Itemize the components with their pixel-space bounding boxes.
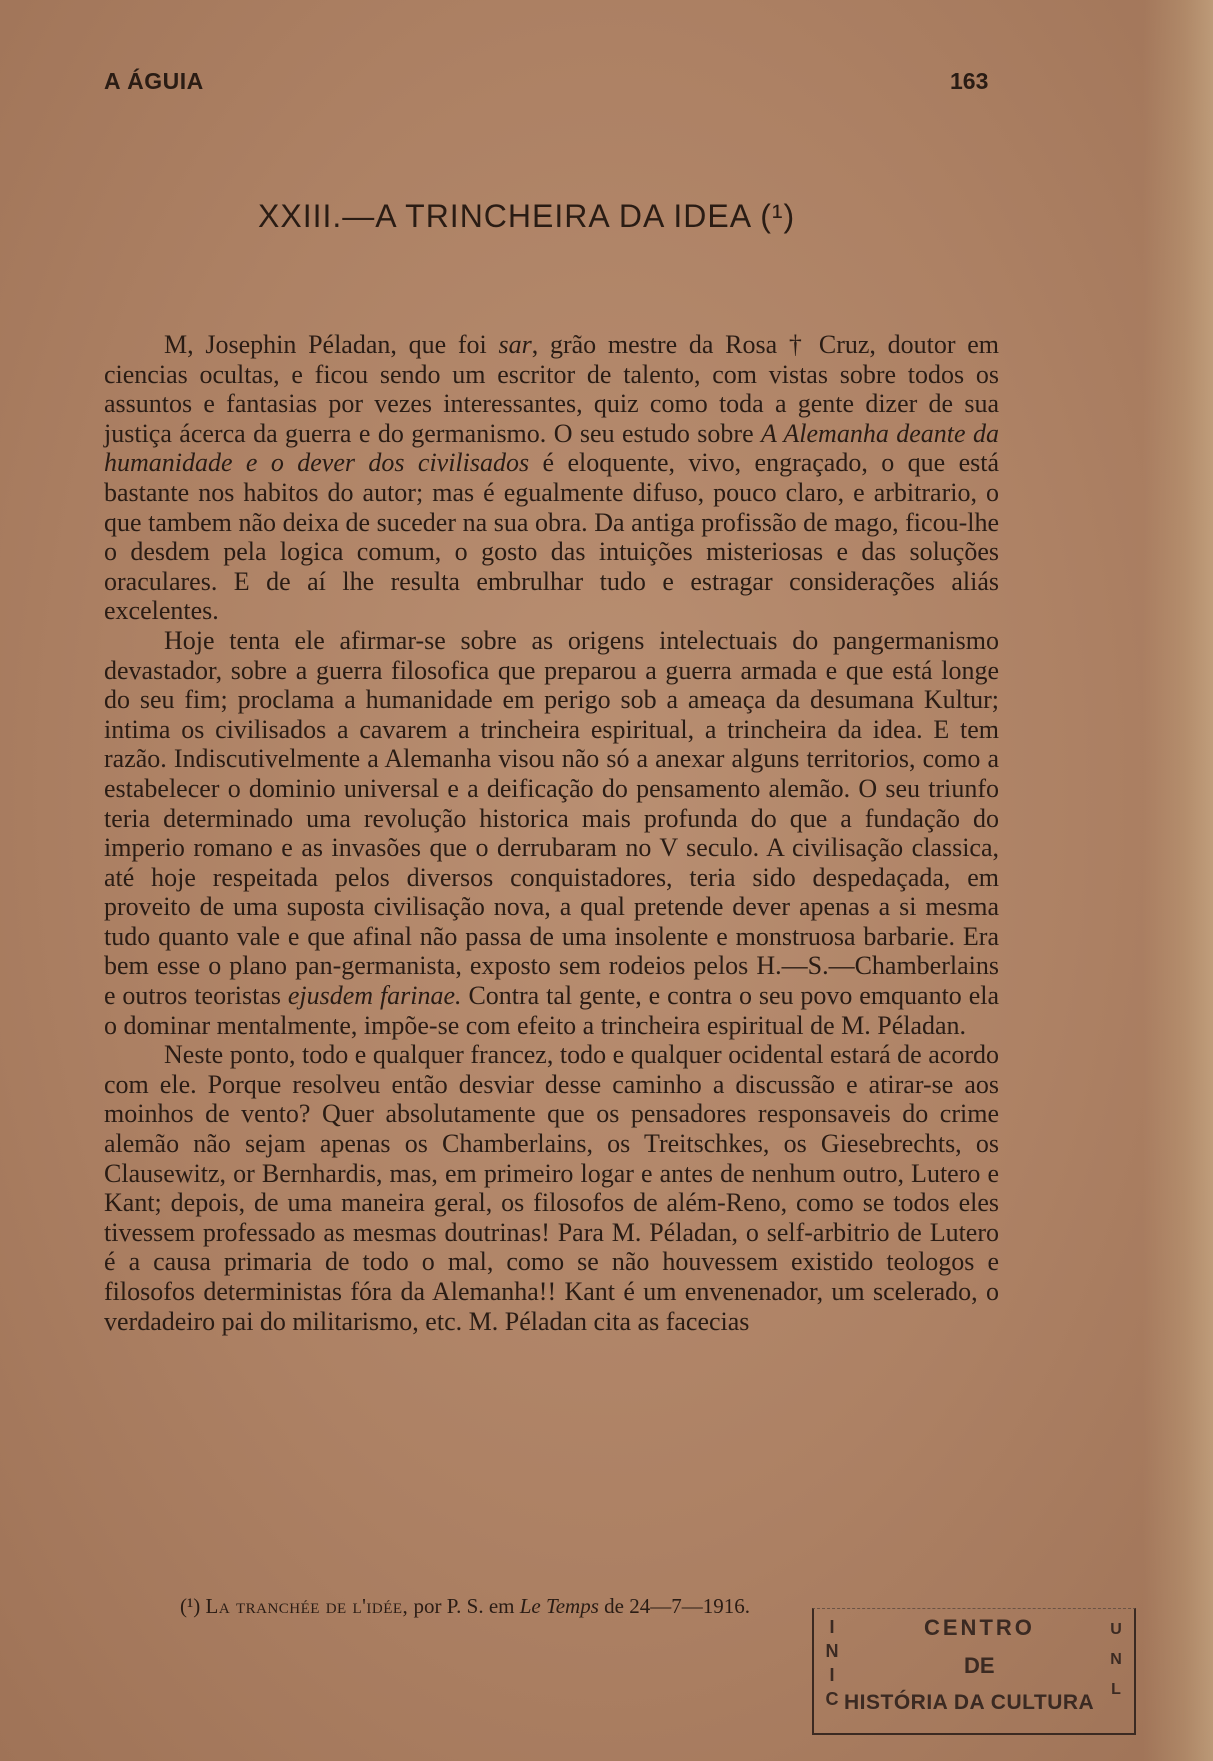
text-run: Neste ponto, todo e qualquer francez, todo e qualquer ocidental estará de acordo com ele. Porque resolveu então desviar desse caminho a discussão e atirar-se aos moinhos de vento? Quer absolutamente que os pensadores responsaveis do crime alemão não sejam apenas os Chamberlains, os Treitschkes, os Giesebrechts, os Clausewitz, or Bernhardis, mas, em primeiro logar e antes de nenhum outro, Lutero e Kant; depois, de uma maneira geral, os filosofos de além-Reno, como se todos eles tivessem professado as mesmas doutrinas! Para M. Péladan, o self-arbitrio de Lutero é a causa primaria de todo o mal, como se não houvessem existido teologos e filosofos deterministas fóra da Alemanha!! Kant é um envenenador, um scelerado, o verdadeiro pai do militarismo, etc. M. Péladan cita as facecias: [104, 1040, 999, 1336]
library-stamp: [812, 1608, 1136, 1735]
stamp-line-historia: HISTÓRIA DA CULTURA: [844, 1691, 1095, 1714]
footnote-marker: (¹): [180, 1594, 201, 1618]
footnote: [180, 1594, 750, 1619]
paragraph: [104, 1040, 999, 1336]
text-run: M, Josephin Péladan, que foi: [164, 330, 499, 359]
text-run: Hoje tenta ele afirmar-se sobre as origens intelectuais do pangermanismo devastador, sobre a guerra filosofica que preparou a guerra armada e que está longe do seu fim; proclama a humanidade em perigo sob a ameaça da desumana Kultur; intima os civilisados a cavarem a trincheira espiritual, a trincheira da idea. E tem razão. Indiscutivelmente a Alemanha visou não só a anexar alguns territorios, como a estabelecer o dominio universal e a deificação do pensamento alemão. O seu triunfo teria determinado uma revolução historica mais profunda do que a fundação do imperio romano e as invasões que o derrubaram no V seculo. A civilisação classica, até hoje respeitada pelos diversos conquistadores, teria sido despedaçada, em proveito de uma suposta civilisação nova, a qual pretende dever apenas a si mesma tudo quanto vale e que afinal não passa de uma insolente e monstruosa barbarie. Era bem esse o plano pan-germanista, exposto sem rodeios pelos H.—S.—Chamberlains e outros teoristas: [104, 625, 999, 1011]
paragraph: [104, 626, 999, 1040]
italic-text: A Alemanha deante da humanidade e o dever dos civilisados: [104, 418, 999, 478]
text-run: , grão mestre da Rosa † Cruz, doutor em ciencias ocultas, e ficou sendo um escritor de talento, com vistas sobre todos os assuntos e fantasias por vezes interessantes, quiz como toda a gente dizer de sua justiça ácerca da guerra e do germanismo. O seu estudo sobre: [104, 330, 1000, 448]
stamp-line-centro: CENTRO: [924, 1615, 1035, 1640]
paragraph: [104, 330, 999, 626]
footnote-date: de 24—7—1916.: [598, 1594, 750, 1618]
chapter-title: XXIII.—A TRINCHEIRA DA IDEA (¹): [258, 198, 796, 234]
text-run: Contra tal gente, e contra o seu povo emquanto ela o dominar mentalmente, impõe-se com efeito a trincheira espiritual de M. Péladan.: [104, 981, 1000, 1040]
page-number: 163: [950, 68, 989, 94]
page-edge: [1143, 0, 1213, 1761]
italic-text: sar: [498, 330, 532, 359]
footnote-source-title: La tranchée de l'idée,: [205, 1594, 409, 1618]
italic-text: ejusdem farinae.: [287, 981, 462, 1011]
text-run: é eloquente, vivo, engraçado, o que está bastante nos habitos do autor; mas é egualmente difuso, pouco claro, e arbitrario, o que tambem não deixa de suceder na sua obra. Da antiga profissão de mago, ficou-lhe o desdem pela logica comum, o gosto das intuições misteriosas e das soluções oraculares. E de aí lhe resulta embrulhar tudo e estragar considerações aliás excelentes.: [104, 448, 999, 626]
body-text: [104, 330, 999, 1336]
running-title: A ÁGUIA: [104, 68, 204, 94]
stamp-side-letters: I N I C: [825, 1617, 839, 1709]
footnote-journal: Le Temps: [519, 1594, 599, 1618]
footnote-byline: por P. S. em: [408, 1594, 520, 1618]
stamp-line-de: DE: [964, 1653, 995, 1678]
stamp-right-letters: U N L: [1110, 1621, 1122, 1698]
